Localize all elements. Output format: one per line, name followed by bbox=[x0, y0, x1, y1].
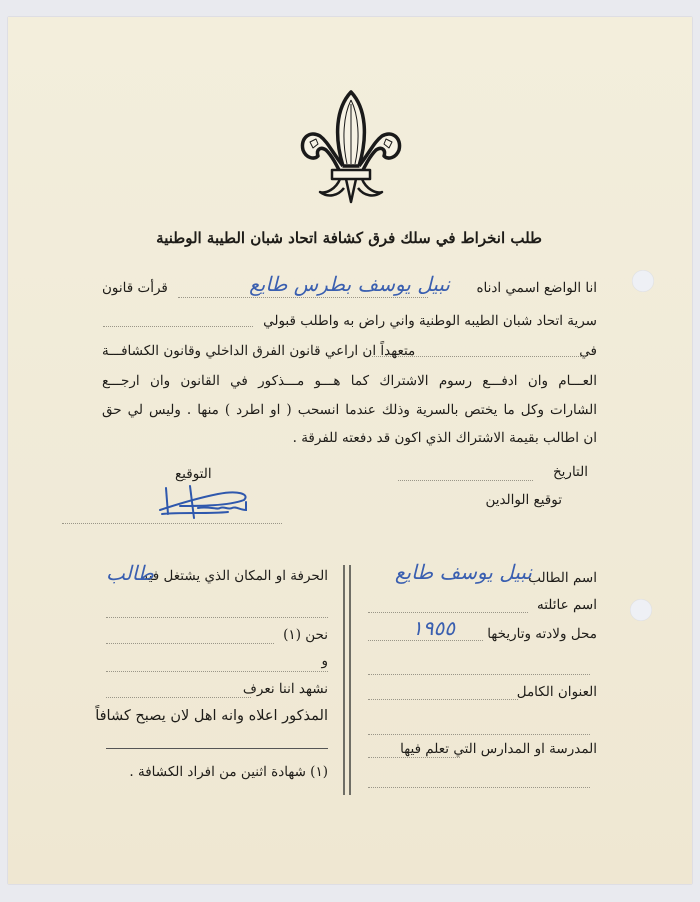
right-dotted-1 bbox=[368, 674, 590, 675]
line3-prefix: في bbox=[579, 343, 597, 359]
column-divider-left bbox=[343, 565, 345, 795]
footnote-rule bbox=[106, 748, 328, 749]
family-name-label: اسم عائلته bbox=[536, 597, 597, 613]
occupation-label: الحرفة او المكان الذي يشتغل فيه bbox=[141, 568, 328, 584]
schools-label: المدرسة او المدارس التي تعلم فيها bbox=[400, 741, 597, 757]
line1-suffix: قرأت قانون bbox=[102, 280, 168, 296]
fleur-de-lis-icon bbox=[296, 86, 406, 206]
signature-handwritten bbox=[158, 484, 258, 520]
address-label: العنوان الكامل bbox=[516, 684, 597, 700]
line2-dotted bbox=[103, 326, 253, 327]
schools-dotted bbox=[368, 757, 460, 758]
date-label: التاريخ bbox=[552, 464, 588, 480]
form-title: طلب انخراط في سلك فرق كشافة اتحاد شبان الطيبة الوطنية bbox=[156, 229, 542, 247]
date-dotted bbox=[398, 480, 533, 481]
column-divider-right bbox=[349, 565, 351, 795]
family-name-dotted bbox=[368, 612, 528, 613]
applicant-name-handwritten: نبيل يوسف بطرس طايع bbox=[249, 272, 450, 296]
occupation-value: طالب bbox=[106, 561, 154, 585]
and-dotted bbox=[106, 671, 328, 672]
statement-text: المذكور اعلاه وانه اهل لان يصبح كشافاً bbox=[95, 708, 328, 724]
we-label: نحن (١) bbox=[283, 627, 328, 643]
student-name-value: نبيل يوسف طايع bbox=[394, 560, 532, 584]
signature-label: التوقيع bbox=[175, 466, 212, 482]
right-dotted-2 bbox=[368, 734, 590, 735]
testify-label: نشهد اننا نعرف bbox=[242, 681, 328, 697]
birth-label: محل ولادته وتاريخها bbox=[487, 626, 597, 642]
left-dotted-1 bbox=[106, 617, 328, 618]
we-dotted bbox=[106, 643, 274, 644]
line6-text: ان اطالب بقيمة الاشتراك الذي اكون قد دفعته للفرقة . bbox=[292, 430, 597, 446]
birth-value: ١٩٥٥ bbox=[412, 616, 455, 640]
line2-text: سرية اتحاد شبان الطيبه الوطنية واني راض به واطلب قبولي bbox=[263, 313, 597, 329]
signature-dotted bbox=[62, 523, 282, 524]
line3-suffix: متعهداً ان اراعي قانون الفرق الداخلي وقانون الكشافـــة bbox=[102, 343, 416, 359]
line5-text: الشارات وكل ما يختص بالسرية وذلك عندما انسحب ( او اطرد ) منها . وليس لي حق bbox=[102, 402, 597, 418]
line1-prefix: انا الواضع اسمي ادناه bbox=[476, 280, 597, 296]
student-name-label: اسم الطالب bbox=[528, 570, 597, 586]
birth-dotted bbox=[368, 640, 483, 641]
right-dotted-3 bbox=[368, 787, 590, 788]
and-label: و bbox=[321, 653, 328, 669]
testify-dotted bbox=[106, 697, 251, 698]
name-dotted-line bbox=[178, 297, 428, 298]
punch-hole-bottom bbox=[630, 599, 652, 621]
footnote-text: (١) شهادة اثنين من افراد الكشافة . bbox=[129, 764, 328, 780]
line4-text: العـــام وان ادفـــع رسوم الاشتراك كما هـــو مـــذكور في القانون وان ارجـــع bbox=[102, 373, 597, 389]
parents-signature-label: توقيع الوالدين bbox=[485, 492, 562, 508]
punch-hole-top bbox=[632, 270, 654, 292]
address-dotted bbox=[368, 699, 518, 700]
